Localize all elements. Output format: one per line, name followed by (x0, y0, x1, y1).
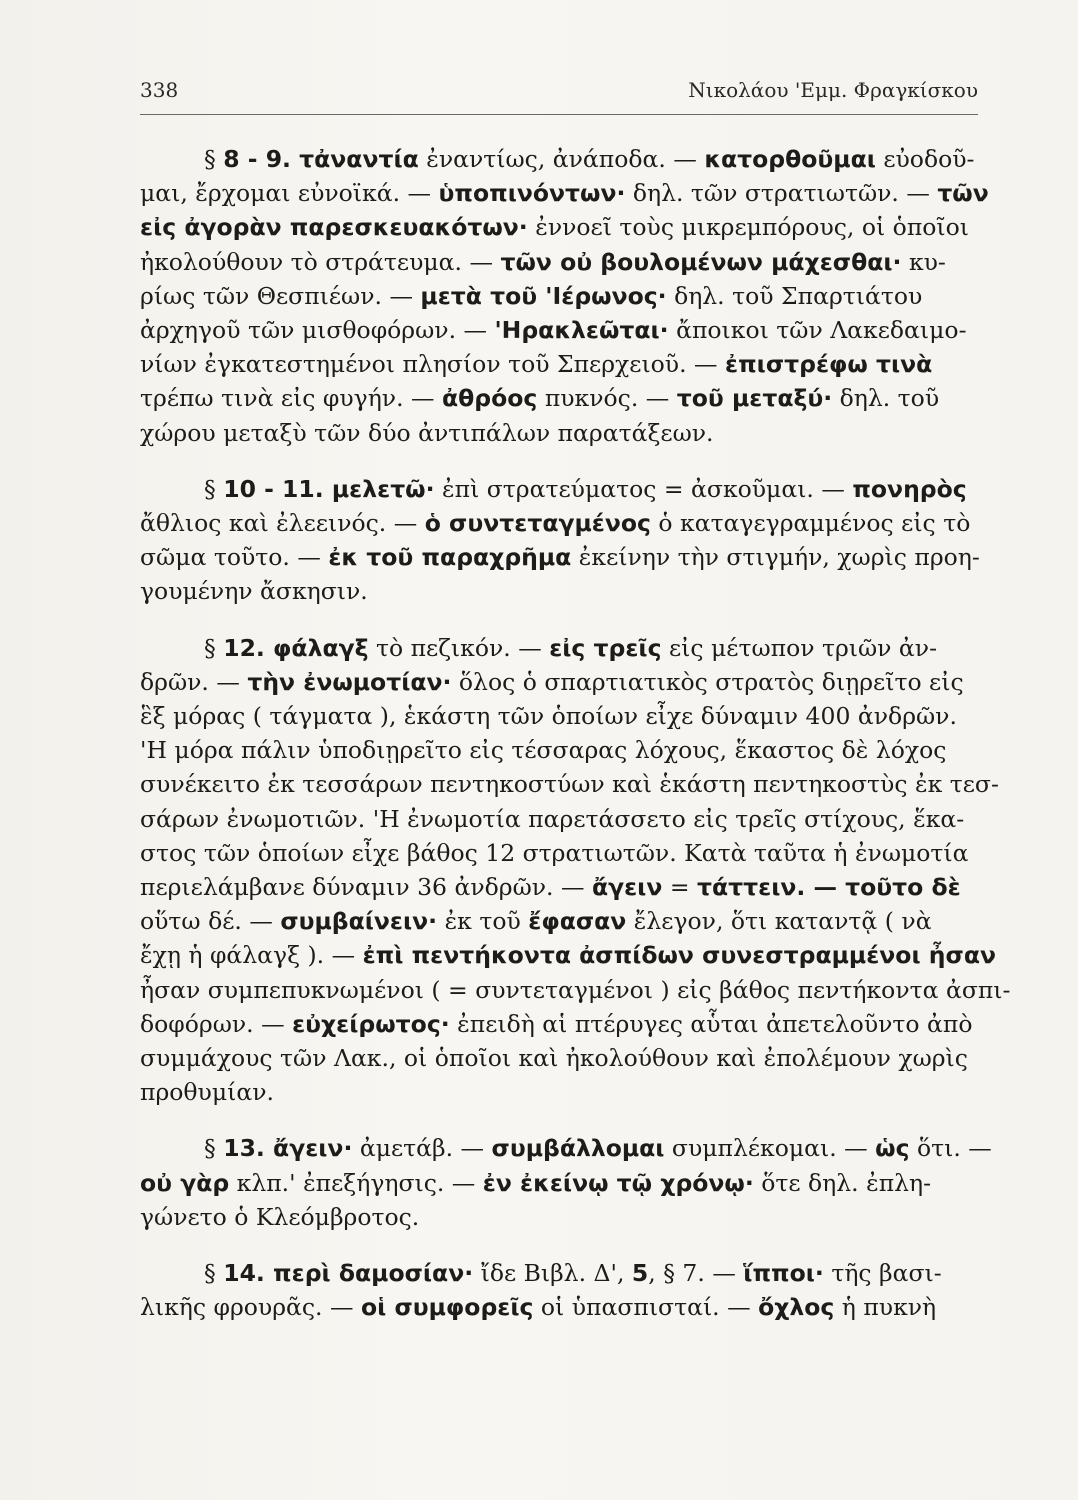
gloss-text: δηλ. τῶν στρατιωτῶν. — (625, 179, 938, 208)
gloss-text: ἓξ μόρας ( τάγματα ), ἑκάστη τῶν ὁποίων εἶχε δύναμιν 400 ἀνδρῶν. (140, 702, 957, 731)
text-line (140, 870, 978, 904)
gloss-text: εἰς μέτωπον τριῶν ἀν- (661, 633, 938, 662)
text-line (140, 1041, 978, 1075)
text-line (140, 733, 978, 767)
gloss-text: ἐπὶ στρατεύματος = ἀσκοῦμαι. — (434, 474, 853, 503)
lemma-term: ἄγειν (591, 873, 663, 902)
lemma-term: ἵπποι· (743, 1259, 824, 1288)
gloss-text: ὁ καταγεγραμμένος εἰς τὸ (650, 509, 971, 538)
gloss-text: κλπ.' ἐπεξήγησις. — (229, 1168, 483, 1197)
gloss-text: § (204, 474, 224, 503)
commentary-paragraph (140, 142, 989, 450)
lemma-term: ἐπιστρέφω τινὰ (725, 350, 933, 379)
gloss-text: στος τῶν ὁποίων εἶχε βάθος 12 στρατιωτῶν. Κατὰ ταῦτα ἡ ἐνωμοτία (140, 838, 969, 867)
lemma-term: τῶν οὐ βουλομένων μάχεσθαι· (500, 247, 902, 276)
running-header (140, 78, 978, 102)
lemma-term: ἐκ τοῦ παραχρῆμα (328, 543, 572, 572)
lemma-term: μετὰ τοῦ 'Ιέρωνος· (420, 281, 667, 310)
gloss-text: ἐκείνην τὴν στιγμήν, χωρὶς προη- (571, 543, 980, 572)
lemma-term: ἀθρόος (442, 384, 538, 413)
running-title: Νικολάου 'Εμμ. Φραγκίσκου (688, 78, 978, 102)
text-line (140, 313, 978, 347)
text-line (140, 416, 978, 450)
gloss-text: ἴδε Βιβλ. Δ', (473, 1259, 632, 1288)
gloss-text: σάρων ἐνωμοτιῶν. 'Η ἐνωμοτία παρετάσσετο εἰς τρεῖς στίχους, ἕκα- (140, 804, 965, 833)
gloss-text: συμμάχους τῶν Λακ., οἱ ὁποῖοι καὶ ἠκολούθουν καὶ ἐπολέμουν χωρὶς (140, 1044, 968, 1073)
gloss-text: = (662, 873, 697, 902)
commentary-paragraph (140, 1131, 992, 1234)
lemma-term: πονηρὸς (852, 474, 967, 503)
gloss-text: ὅτε δηλ. ἐπλη- (753, 1168, 932, 1197)
gloss-text: ἄποικοι τῶν Λακεδαιμο- (668, 316, 967, 345)
gloss-text: χώρου μεταξὺ τῶν δύο ἀντιπάλων παρατάξεων. (140, 418, 714, 447)
text-line (140, 1075, 978, 1109)
gloss-text: δηλ. τοῦ Σπαρτιάτου (666, 281, 923, 310)
gloss-text: ἐκ τοῦ (437, 907, 529, 936)
commentary-paragraph (140, 472, 978, 609)
gloss-text: ὅλος ὁ σπαρτιατικὸς στρατὸς διῃρεῖτο εἰς (451, 667, 964, 696)
text-line (140, 1166, 978, 1200)
page-number: 338 (140, 78, 179, 102)
text-line (140, 381, 978, 415)
text-line (140, 574, 978, 608)
lemma-term: ὑποπινόντων· (438, 179, 626, 208)
text-line (140, 1200, 978, 1234)
lemma-term: τὴν ἐνωμοτίαν· (247, 667, 452, 696)
text-line (140, 802, 978, 836)
lemma-term: 12. φάλαγξ (223, 633, 369, 662)
lemma-term: ἐν ἐκείνῳ τῷ χρόνῳ· (482, 1168, 754, 1197)
lemma-term: κατορθοῦμαι (704, 145, 876, 173)
lemma-term: 8 - 9. τἀναντία (223, 145, 419, 173)
lemma-term: τοῦ μεταξύ· (676, 384, 833, 413)
lemma-term: ἐπὶ πεντήκοντα ἀσπίδων συνεστραμμένοι ἦσαν (362, 941, 996, 970)
text-line (140, 245, 978, 279)
gloss-text: ἄθλιος καὶ ἐλεεινός. — (140, 509, 425, 538)
gloss-text: μαι, ἔρχομαι εὐνοϊκά. — (140, 179, 439, 208)
gloss-text: κυ- (901, 247, 946, 276)
gloss-text: ὅτι. — (909, 1134, 992, 1163)
text-line (140, 142, 978, 176)
text-line (140, 279, 978, 313)
text-line (140, 1256, 978, 1290)
commentary-paragraph (140, 631, 1011, 1110)
gloss-text: οἱ ὑπασπισταί. — (533, 1293, 759, 1322)
gloss-text: σῶμα τοῦτο. — (140, 543, 329, 572)
gloss-text: ρίως τῶν Θεσπιέων. — (140, 281, 421, 310)
text-line (140, 176, 989, 210)
gloss-text: περιελάμβανε δύναμιν 36 ἀνδρῶν. — (140, 873, 592, 902)
gloss-text: ἐπειδὴ αἱ πτέρυγες αὗται ἀπετελοῦντο ἀπὸ (449, 1009, 973, 1038)
gloss-text: ἐναντίως, ἀνάποδα. — (418, 145, 705, 173)
text-line (140, 347, 978, 381)
gloss-text: ἡ πυκνὴ (834, 1293, 937, 1322)
commentary-body (140, 142, 1011, 1341)
gloss-text: ἐννοεῖ τοὺς μικρεμπόρους, οἱ ὁποῖοι (527, 213, 969, 242)
gloss-text: δηλ. τοῦ (832, 384, 940, 413)
lemma-term: συμβάλλομαι (491, 1134, 665, 1163)
gloss-text: ἦσαν συμπεπυκνωμένοι ( = συντεταγμένοι ) εἰς βάθος πεντήκοντα ἀσπι- (140, 975, 1011, 1004)
gloss-text: γώνετο ὁ Κλεόμβροτος. (140, 1202, 420, 1231)
gloss-text: 'Η μόρα πάλιν ὑποδιῃρεῖτο εἰς τέσσαρας λόχους, ἕκαστος δὲ λόχος (140, 736, 947, 765)
gloss-text: τὸ πεζικόν. — (368, 633, 550, 662)
gloss-text: δοφόρων. — (140, 1009, 293, 1038)
text-line (140, 1290, 978, 1324)
gloss-text: γουμένην ἄσκησιν. (140, 577, 368, 606)
lemma-term: οἱ συμφορεῖς (360, 1293, 534, 1322)
gloss-text: προθυμίαν. (140, 1078, 274, 1107)
lemma-term: 5 (631, 1259, 649, 1288)
gloss-text: οὕτω δέ. — (140, 907, 281, 936)
text-line (140, 540, 978, 574)
gloss-text: νίων ἐγκατεστημένοι πλησίον τοῦ Σπερχειοῦ. — (140, 350, 725, 379)
lemma-term: 13. ἄγειν· (223, 1134, 353, 1163)
gloss-text: § (204, 1259, 224, 1288)
gloss-text: ἔλεγον, ὅτι καταντᾷ ( νὰ (626, 907, 932, 936)
lemma-term: 'Ηρακλεῶται· (494, 316, 669, 345)
text-line (140, 1007, 978, 1041)
lemma-term: ὁ συντεταγμένος (424, 509, 651, 538)
gloss-text: τῆς βασι- (823, 1259, 942, 1288)
gloss-text: § (204, 145, 224, 173)
lemma-term: εὐχείρωτος· (292, 1009, 450, 1038)
text-line (140, 210, 978, 244)
lemma-term: 14. περὶ δαμοσίαν· (223, 1259, 474, 1288)
lemma-term: εἰς ἀγορὰν παρεσκευακότων· (140, 213, 528, 242)
text-line (140, 699, 978, 733)
text-line (140, 904, 978, 938)
text-line (140, 665, 978, 699)
gloss-text: ἀρχηγοῦ τῶν μισθοφόρων. — (140, 316, 495, 345)
lemma-term: ὄχλος (758, 1293, 835, 1322)
gloss-text: τρέπω τινὰ εἰς φυγήν. — (140, 384, 442, 413)
text-line (140, 973, 1011, 1007)
text-line (140, 472, 978, 506)
lemma-term: τῶν (937, 179, 989, 208)
lemma-term: ὡς (875, 1134, 910, 1163)
gloss-text: , § 7. — (648, 1259, 744, 1288)
gloss-text: δρῶν. — (140, 667, 248, 696)
lemma-term: 10 - 11. μελετῶ· (223, 474, 435, 503)
gloss-text: ἔχῃ ἡ φάλαγξ ). — (140, 941, 363, 970)
lemma-term: ἔφασαν (528, 907, 627, 936)
gloss-text: πυκνός. — (537, 384, 677, 413)
text-line (140, 506, 978, 540)
header-rule (140, 114, 978, 115)
text-line (140, 836, 978, 870)
text-line (140, 938, 996, 972)
gloss-text: § (204, 633, 224, 662)
gloss-text: λικῆς φρουρᾶς. — (140, 1293, 361, 1322)
text-line (140, 631, 978, 665)
gloss-text: ἀμετάβ. — (352, 1134, 492, 1163)
gloss-text: συμπλέκομαι. — (664, 1134, 876, 1163)
gloss-text: ἠκολούθουν τὸ στράτευμα. — (140, 247, 501, 276)
text-line (140, 1131, 992, 1165)
lemma-term: τάττειν. — τοῦτο δὲ (696, 873, 961, 902)
gloss-text: εὐοδοῦ- (875, 145, 975, 173)
lemma-term: οὐ γὰρ (140, 1168, 230, 1197)
lemma-term: εἰς τρεῖς (549, 633, 662, 662)
gloss-text: συνέκειτο ἐκ τεσσάρων πεντηκοστύων καὶ ἑκάστη πεντηκοστὺς ἐκ τεσ- (140, 770, 999, 799)
text-line (140, 767, 999, 801)
gloss-text: § (204, 1134, 224, 1163)
lemma-term: συμβαίνειν· (280, 907, 438, 936)
commentary-paragraph (140, 1256, 978, 1324)
